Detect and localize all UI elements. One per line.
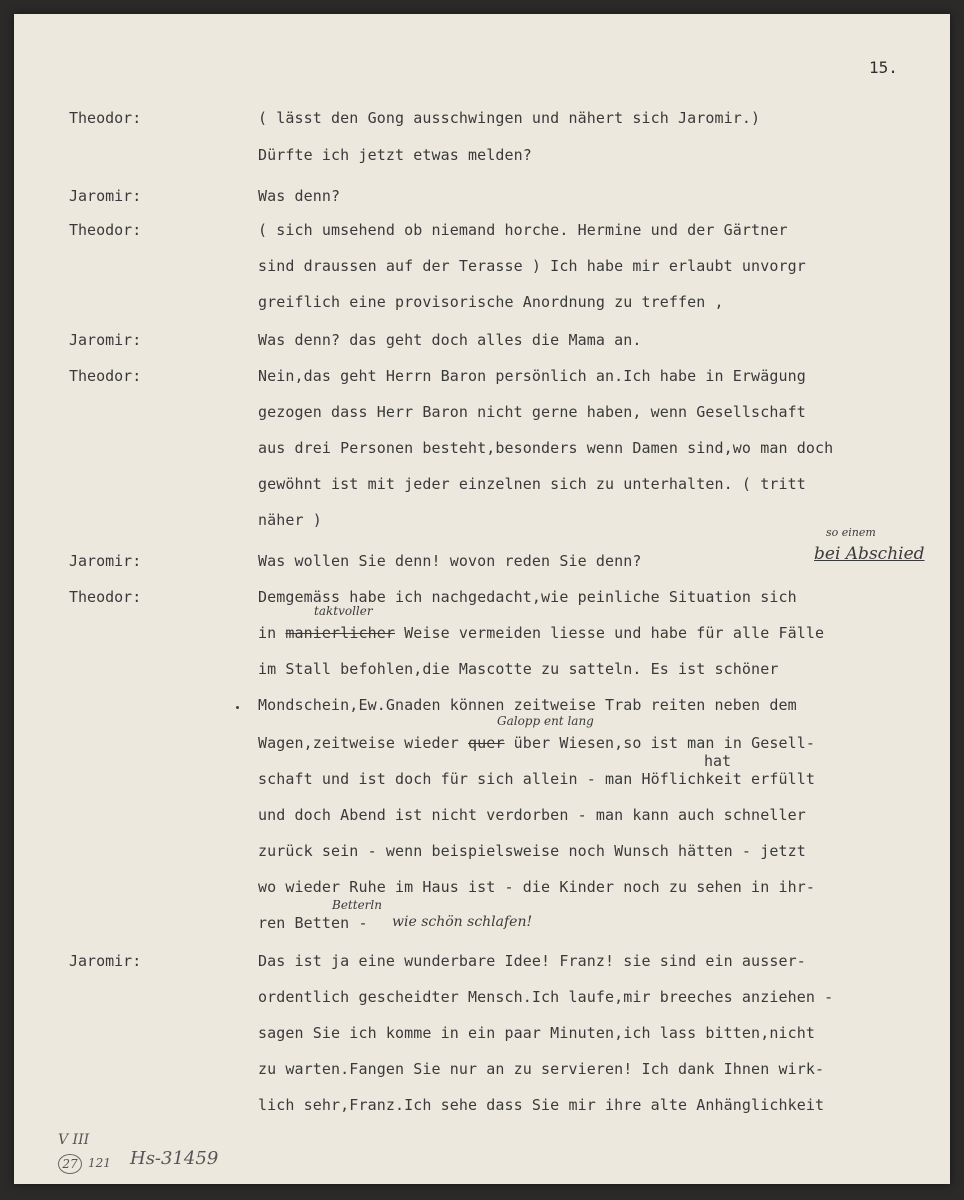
text-line: Was denn? — [258, 187, 341, 205]
text-line: zurück sein - wenn beispielsweise noch Wunsch hätten - jetzt — [258, 842, 806, 860]
handwritten-note: so einem — [826, 526, 876, 539]
text-line: Mondschein,Ew.Gnaden können zeitweise Trab reiten neben dem — [258, 696, 797, 714]
handwritten-note: Betterln — [332, 898, 382, 912]
text-line: ordentlich gescheidter Mensch.Ich laufe,mir breeches anziehen - — [258, 988, 834, 1006]
text-line — [258, 624, 824, 642]
text-line: ( lässt den Gong ausschwingen und nähert sich Jaromir.) — [258, 109, 761, 127]
text-line: aus drei Personen besteht,besonders wenn Damen sind,wo man doch — [258, 439, 834, 457]
text-line: Das ist ja eine wunderbare Idee! Franz! sie sind ein ausser- — [258, 952, 806, 970]
archive-mark-roman: V III — [58, 1132, 90, 1148]
speaker-label: Theodor: — [69, 221, 142, 239]
text-line: Demgemäss habe ich nachgedacht,wie peinliche Situation sich — [258, 588, 797, 606]
text-segment: Weise vermeiden liesse und habe für alle Fälle — [394, 624, 825, 642]
text-line: und doch Abend ist nicht verdorben - man kann auch schneller — [258, 806, 806, 824]
struck-word: manierlicher — [285, 624, 395, 642]
archive-mark-number: 121 — [88, 1156, 111, 1170]
text-line: Dürfte ich jetzt etwas melden? — [258, 146, 532, 164]
text-line: gezogen dass Herr Baron nicht gerne haben, wenn Gesellschaft — [258, 403, 806, 421]
text-line: im Stall befohlen,die Mascotte zu satteln. Es ist schöner — [258, 660, 779, 678]
document-page — [14, 14, 950, 1184]
archive-signature: Hs-31459 — [130, 1148, 219, 1169]
speaker-label: Theodor: — [69, 109, 142, 127]
ink-dot — [236, 706, 239, 709]
text-segment: in — [258, 624, 286, 642]
text-line: sagen Sie ich komme in ein paar Minuten,ich lass bitten,nicht — [258, 1024, 815, 1042]
text-line: ren Betten - — [258, 914, 368, 932]
speaker-label: Jaromir: — [69, 552, 142, 570]
text-line: näher ) — [258, 511, 322, 529]
text-line: ( sich umsehend ob niemand horche. Hermine und der Gärtner — [258, 221, 788, 239]
page-number: 15. — [869, 58, 898, 77]
speaker-label: Theodor: — [69, 588, 142, 606]
handwritten-note: bei Abschied — [814, 544, 925, 564]
text-line: wo wieder Ruhe im Haus ist - die Kinder noch zu sehen in ihr- — [258, 878, 815, 896]
struck-word: quer — [468, 734, 505, 752]
text-line: gewöhnt ist mit jeder einzelnen sich zu unterhalten. ( tritt — [258, 475, 806, 493]
speaker-label: Jaromir: — [69, 187, 142, 205]
speaker-label: Jaromir: — [69, 331, 142, 349]
handwritten-note: Galopp ent lang — [497, 714, 594, 728]
text-segment: Wagen,zeitweise wieder — [258, 734, 469, 752]
inserted-word: hat — [704, 752, 732, 770]
text-line: greiflich eine provisorische Anordnung zu treffen , — [258, 293, 724, 311]
text-line: schaft und ist doch für sich allein - man Höflichkeit erfüllt — [258, 770, 815, 788]
handwritten-note: wie schön schlafen! — [392, 914, 533, 930]
text-line: Was wollen Sie denn! wovon reden Sie denn? — [258, 552, 642, 570]
archive-mark-circle: 27 — [58, 1154, 82, 1174]
speaker-label: Theodor: — [69, 367, 142, 385]
handwritten-note: taktvoller — [314, 604, 373, 618]
text-line: Nein,das geht Herrn Baron persönlich an.Ich habe in Erwägung — [258, 367, 806, 385]
speaker-label: Jaromir: — [69, 952, 142, 970]
text-line: Was denn? das geht doch alles die Mama an. — [258, 331, 642, 349]
text-line: sind draussen auf der Terasse ) Ich habe mir erlaubt unvorgr — [258, 257, 806, 275]
text-segment: über Wiesen,so ist man in Gesell- — [504, 734, 815, 752]
text-line: lich sehr,Franz.Ich sehe dass Sie mir ihre alte Anhänglichkeit — [258, 1096, 825, 1114]
text-line: zu warten.Fangen Sie nur an zu servieren! Ich dank Ihnen wirk- — [258, 1060, 825, 1078]
text-line — [258, 734, 815, 752]
